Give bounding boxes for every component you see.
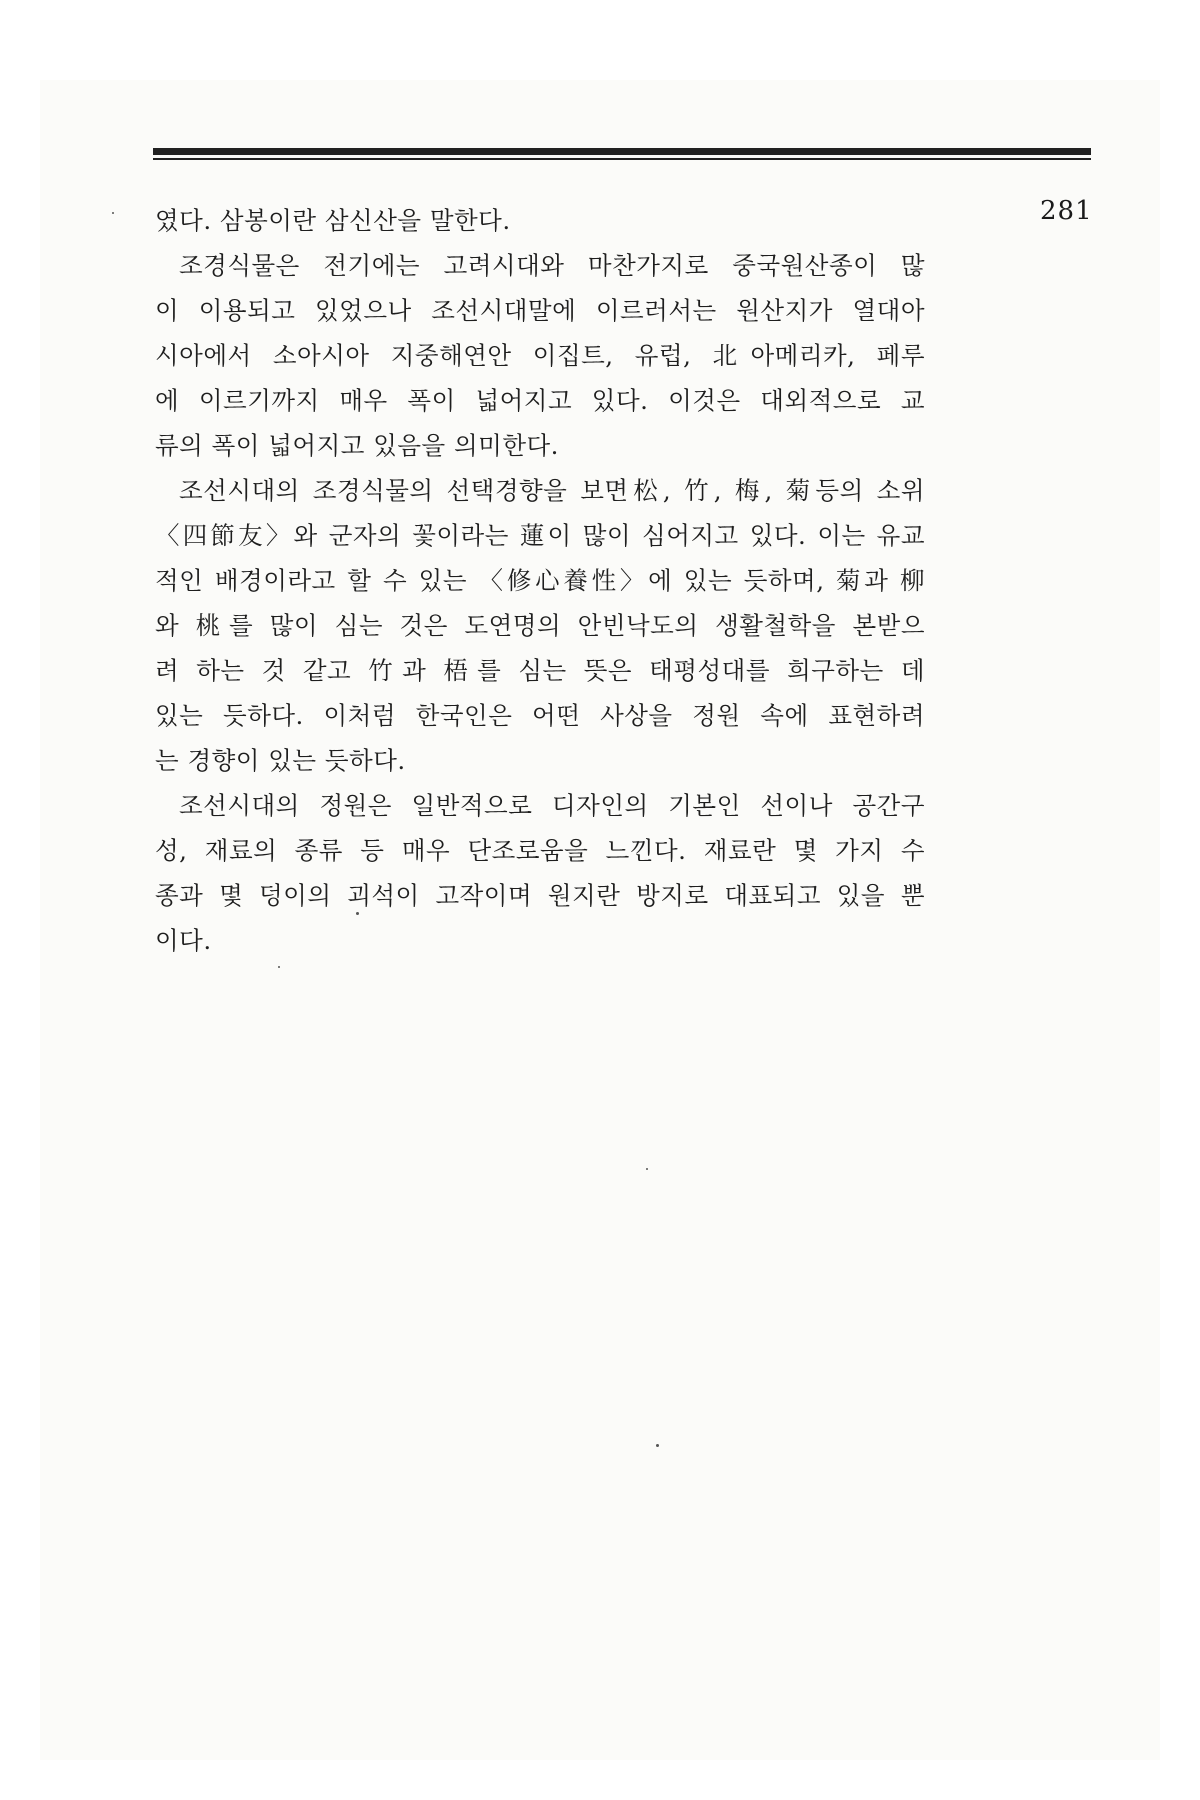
text-line: 조선시대의 조경식물의 선택경향을 보면松, 竹, 梅, 菊등의 소위 xyxy=(179,476,925,505)
body-text xyxy=(155,198,925,963)
text-line: 였다. 삼봉이란 삼신산을 말한다. xyxy=(155,206,511,235)
scan-speck xyxy=(112,212,114,214)
text-line: 종과 몇 덩이의 괴석이 고작이며 원지란 방지로 대표되고 있을 뿐 xyxy=(155,881,925,910)
header-rule-thick xyxy=(153,148,1091,155)
scan-speck xyxy=(646,1168,648,1170)
text-line: 에 이르기까지 매우 폭이 넓어지고 있다. 이것은 대외적으로 교 xyxy=(155,386,925,415)
scan-speck xyxy=(356,912,359,915)
text-line: 조선시대의 정원은 일반적으로 디자인의 기본인 선이나 공간구 xyxy=(179,791,925,820)
text-line: 시아에서 소아시아 지중해연안 이집트, 유럽, 北아메리카, 페루 xyxy=(155,341,925,370)
page-number: 281 xyxy=(1040,196,1093,226)
text-line: 려 하는 것 같고 竹과 梧를 심는 뜻은 태평성대를 희구하는 데 xyxy=(155,656,925,685)
text-line: 성, 재료의 종류 등 매우 단조로움을 느낀다. 재료란 몇 가지 수 xyxy=(155,836,925,865)
header-rule-thin xyxy=(153,158,1091,160)
text-line: 와 桃를 많이 심는 것은 도연명의 안빈낙도의 생활철학을 본받으 xyxy=(155,611,925,640)
text-line: 이다. xyxy=(155,926,212,955)
text-line: 류의 폭이 넓어지고 있음을 의미한다. xyxy=(155,431,559,460)
text-line: 는 경향이 있는 듯하다. xyxy=(155,746,406,775)
text-line: 있는 듯하다. 이처럼 한국인은 어떤 사상을 정원 속에 표현하려 xyxy=(155,701,925,730)
text-line: 이 이용되고 있었으나 조선시대말에 이르러서는 원산지가 열대아 xyxy=(155,296,925,325)
text-line: 〈四節友〉와 군자의 꽃이라는 蓮이 많이 심어지고 있다. 이는 유교 xyxy=(155,521,925,550)
text-line: 조경식물은 전기에는 고려시대와 마찬가지로 중국원산종이 많 xyxy=(179,251,925,280)
scan-speck xyxy=(656,1444,659,1447)
text-line: 적인 배경이라고 할 수 있는 〈修心養性〉에 있는 듯하며, 菊과 柳 xyxy=(155,566,925,595)
scan-speck xyxy=(278,966,280,968)
